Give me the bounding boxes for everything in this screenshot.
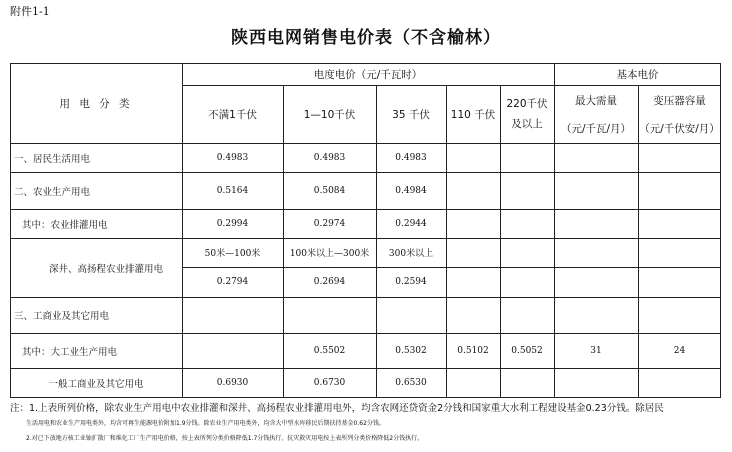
header-transformer-capacity: 变压器容量	[653, 94, 706, 107]
row-deep-well-range-2: 100米以上—300米	[289, 249, 370, 259]
row-residential-below-1kv: 0.4983	[216, 152, 249, 163]
price-table	[10, 63, 721, 398]
note-line-1: 注：1.上表所列价格，除农业生产用电中农业排灌和深井、高扬程农业排灌用电外，均含农网还贷资金2分钱和国家重大水利工程建设基金0.23分钱。除居民	[10, 403, 664, 414]
row-irrigation-label: 其中：农业排灌用电	[22, 219, 108, 231]
row-general-commercial-35kv: 0.6530	[395, 377, 427, 388]
page-title: 陕西电网销售电价表（不含榆林）	[231, 28, 501, 48]
row-industrial-label: 三、工商业及其它用电	[14, 311, 110, 322]
row-residential-label: 一、居民生活用电	[14, 153, 91, 165]
header-max-demand: 最大需量	[575, 94, 617, 107]
row-deep-well-label: 深井、高扬程农业排灌用电	[48, 263, 163, 275]
row-agriculture-label: 二、农业生产用电	[14, 186, 91, 198]
row-large-industry-110kv: 0.5102	[457, 345, 489, 356]
row-irrigation-35kv: 0.2944	[395, 218, 427, 229]
row-residential-35kv: 0.4983	[395, 152, 427, 163]
row-deep-well-35kv: 0.2594	[395, 277, 427, 287]
row-residential-1-10kv: 0.4983	[313, 152, 346, 163]
attachment-label: 附件1-1	[10, 5, 50, 18]
header-voltage-below-1kv: 不满1千伏	[208, 108, 257, 121]
row-large-industry-35kv: 0.5302	[395, 345, 427, 356]
row-general-commercial-label: 一般工商业及其它用电	[48, 378, 144, 390]
row-agriculture-1-10kv: 0.5084	[313, 185, 346, 196]
row-general-commercial-below-1kv: 0.6930	[216, 377, 249, 388]
row-deep-well-range-1: 50米—100米	[204, 249, 261, 259]
row-deep-well-range-3: 300米以上	[388, 249, 434, 259]
row-irrigation-1-10kv: 0.2974	[313, 218, 346, 229]
header-voltage-110kv: 110 千伏	[450, 108, 496, 121]
notes	[10, 401, 722, 446]
row-large-industry-label: 其中：大工业生产用电	[22, 346, 118, 358]
row-deep-well-1-10kv: 0.2694	[313, 277, 346, 287]
row-large-industry-transformer: 24	[673, 345, 686, 356]
header-voltage-220kv-line1: 220千伏	[506, 97, 548, 110]
header-transformer-capacity-unit: （元/千伏安/月）	[639, 122, 720, 135]
header-voltage-35kv: 35 千伏	[392, 108, 430, 121]
note-line-2: 生活用电和农业生产用电类外，均含可再生能源电价附加1.9分钱。除农业生产用电类外，均含大中型水库移民后期扶持基金0.62分钱。	[26, 420, 385, 427]
header-basic-price: 基本电价	[616, 68, 659, 81]
header-category: 用 电 分 类	[59, 97, 133, 110]
row-agriculture-below-1kv: 0.5164	[216, 185, 249, 196]
row-deep-well-below-1kv: 0.2794	[216, 277, 249, 287]
row-large-industry-max-demand: 31	[590, 345, 602, 356]
header-voltage-1-10kv: 1—10千伏	[303, 108, 356, 121]
note-line-3: 2.对已下放地方核工业铀扩散厂和堆化工厂生产用电价格，按上表所列分类价格降低1.7分钱执行。抗灾救灾用电按上表所列分类价格降低2分钱执行。	[26, 435, 424, 442]
row-agriculture-35kv: 0.4984	[395, 185, 427, 196]
header-voltage-220kv-line2: 及以上	[511, 117, 543, 130]
row-large-industry-1-10kv: 0.5502	[313, 345, 346, 356]
table-border-bottom	[10, 397, 721, 398]
row-large-industry-220kv: 0.5052	[511, 345, 543, 356]
header-max-demand-unit: （元/千瓦/月）	[560, 122, 632, 135]
header-energy-price: 电度电价（元/千瓦时）	[313, 68, 423, 81]
row-general-commercial-1-10kv: 0.6730	[313, 377, 346, 388]
row-irrigation-below-1kv: 0.2994	[216, 218, 249, 229]
